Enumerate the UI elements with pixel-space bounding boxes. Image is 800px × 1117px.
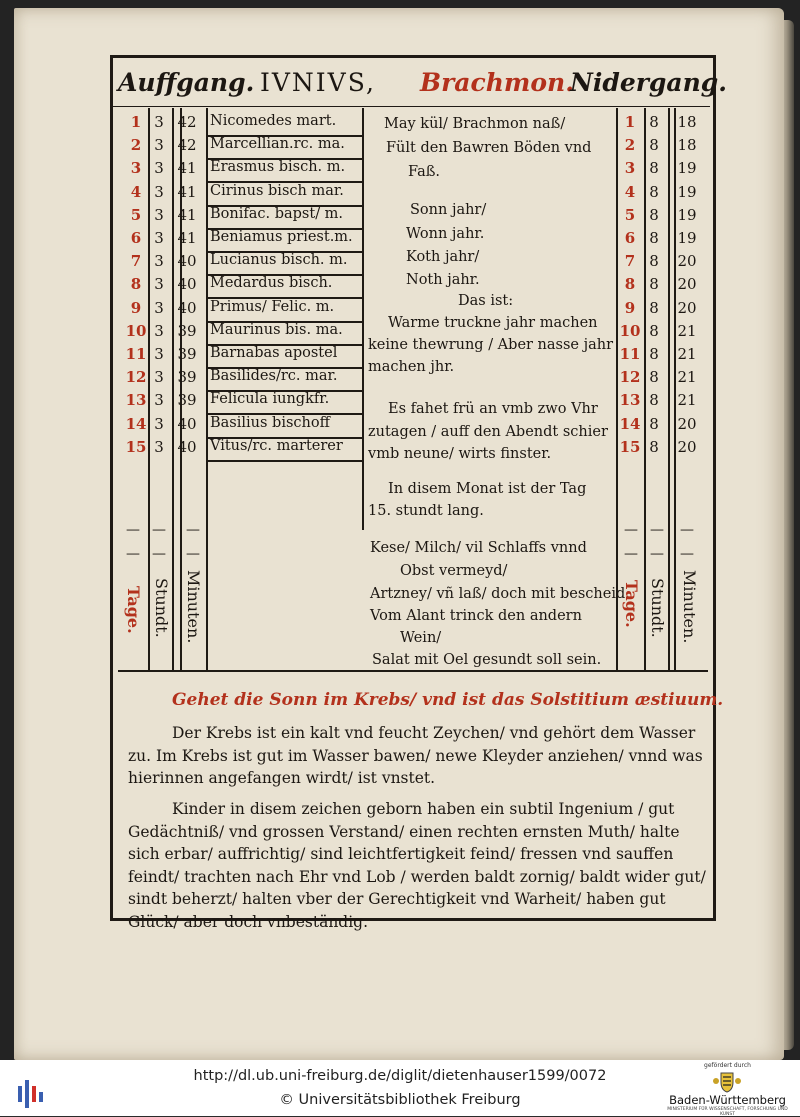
saint-name: Beniamus priest.m. <box>210 229 353 245</box>
sunset-hour: 8 <box>649 159 659 177</box>
sunset-hour: 8 <box>649 113 659 131</box>
text-line: May kül/ Brachmon naß/ <box>384 116 566 132</box>
sunrise-minute: 41 <box>177 159 197 177</box>
day-number: 10 <box>619 322 641 340</box>
text-line: Faß. <box>408 164 441 180</box>
sunrise-hour: 3 <box>154 206 164 224</box>
sunrise-minute: 42 <box>177 136 197 154</box>
paragraph-children: Kinder in disem zeichen geborn haben ein subtil Ingenium / gut Gedächtniß/ vnd grossen Verstand/ einen rechten ernsten Muth/ halte sich erbar/ auffrichtig/ sind leichtfertigkeit feind/ fressen vnd sauffen feindt/ trachten nach Ehr vnd Lob / werden baldt zornig/ baldt wider gut/ sindt beherzt/ halten vber der Gerechtigkeit vnd Warheit/ haben gut Glück/ aber doch vnbeständig. <box>128 800 706 931</box>
coat-of-arms-icon <box>712 1071 742 1093</box>
sunrise-hour: 3 <box>154 113 164 131</box>
day-number: 11 <box>125 345 147 363</box>
grid-line <box>206 108 208 670</box>
sunset-hour: 8 <box>649 252 659 270</box>
sunset-minute: 19 <box>677 206 697 224</box>
grid-line <box>148 108 150 670</box>
sponsor-logo <box>660 1062 795 1117</box>
table-row-right <box>618 136 710 159</box>
calendar-header <box>110 62 727 107</box>
text-line: machen jhr. <box>368 359 455 375</box>
dash: — <box>624 546 638 562</box>
sunset-minute: 21 <box>677 368 697 386</box>
label-days-left: Tage. <box>124 586 143 634</box>
day-number: 10 <box>125 322 147 340</box>
sunset-hour: 8 <box>649 229 659 247</box>
saint-name: Marcellian.rc. ma. <box>210 136 345 152</box>
sunrise-hour: 3 <box>154 275 164 293</box>
dash: — <box>126 546 140 562</box>
label-minutes-right: Minuten. <box>680 570 699 644</box>
day-number: 5 <box>624 206 636 224</box>
day-number: 7 <box>624 252 636 270</box>
saint-name: Cirinus bisch mar. <box>210 183 344 199</box>
dash: — <box>624 522 638 538</box>
label-hours-left: Stundt. <box>152 578 171 638</box>
text-line: Vom Alant trinck den andern <box>370 608 582 624</box>
text-line: Warme truckne jahr machen <box>388 315 598 331</box>
sunrise-minute: 41 <box>177 183 197 201</box>
saint-name: Maurinus bis. ma. <box>210 322 343 338</box>
text-line: 15. stundt lang. <box>368 503 484 519</box>
table-row-right <box>618 183 710 206</box>
dash: — <box>186 522 200 538</box>
day-number: 8 <box>624 275 636 293</box>
text-line: Fült den Bawren Böden vnd <box>386 140 592 156</box>
day-number: 8 <box>130 275 142 293</box>
text-line: Noth jahr. <box>406 272 480 288</box>
sunset-hour: 8 <box>649 206 659 224</box>
sunset-minute: 18 <box>677 136 697 154</box>
sunset-hour: 8 <box>649 322 659 340</box>
sunset-hour: 8 <box>649 275 659 293</box>
text-line: Das ist: <box>458 293 514 309</box>
text-line: Artzney/ vñ laß/ doch mit bescheid. <box>370 586 630 602</box>
sunrise-minute: 40 <box>177 252 197 270</box>
sunrise-minute: 42 <box>177 113 197 131</box>
sunrise-minute: 40 <box>177 275 197 293</box>
sunset-minute: 20 <box>677 299 697 317</box>
table-row-right <box>618 113 710 136</box>
sunrise-minute: 39 <box>177 345 197 363</box>
text-line: keine thewrung / Aber nasse jahr <box>368 337 614 353</box>
day-number: 2 <box>130 136 142 154</box>
sunrise-minute: 40 <box>177 438 197 456</box>
label-hours-right: Stundt. <box>648 578 667 638</box>
text-line: Wonn jahr. <box>406 226 485 242</box>
saint-name: Basilides/rc. mar. <box>210 368 338 384</box>
day-number: 4 <box>130 183 142 201</box>
sunset-hour: 8 <box>649 345 659 363</box>
label-minutes-left: Minuten. <box>184 570 203 644</box>
day-number: 7 <box>130 252 142 270</box>
sunrise-minute: 41 <box>177 229 197 247</box>
sunset-minute: 18 <box>677 113 697 131</box>
text-line: In disem Monat ist der Tag <box>388 481 587 497</box>
text-line: zutagen / auff den Abendt schier <box>368 424 608 440</box>
sunrise-hour: 3 <box>154 229 164 247</box>
text-line: vmb neune/ wirts finster. <box>368 446 552 462</box>
dash: — <box>680 522 694 538</box>
sponsor-ministry: MINISTERIUM FÜR WISSENSCHAFT, FORSCHUNG UND KUNST <box>667 1107 788 1117</box>
sunrise-hour: 3 <box>154 159 164 177</box>
header-sunset: Nidergang. <box>570 68 727 97</box>
sunset-minute: 19 <box>677 229 697 247</box>
day-number: 1 <box>130 113 142 131</box>
sunrise-hour: 3 <box>154 438 164 456</box>
day-number: 6 <box>624 229 636 247</box>
day-number: 15 <box>125 438 147 456</box>
sunrise-hour: 3 <box>154 345 164 363</box>
saint-name: Bonifac. bapst/ m. <box>210 206 344 222</box>
saint-name: Erasmus bisch. m. <box>210 159 346 175</box>
day-number: 14 <box>125 415 147 433</box>
sunrise-hour: 3 <box>154 415 164 433</box>
dash: — <box>650 546 664 562</box>
text-line: Sonn jahr/ <box>410 202 487 218</box>
sunrise-hour: 3 <box>154 391 164 409</box>
day-number: 11 <box>619 345 641 363</box>
sunset-minute: 20 <box>677 415 697 433</box>
zodiac-heading: Gehet die Sonn im Krebs/ vnd ist das Solstitium æstiuum. <box>172 690 724 710</box>
sunset-hour: 8 <box>649 415 659 433</box>
sunset-minute: 21 <box>677 322 697 340</box>
table-row-right <box>618 368 710 391</box>
sunset-hour: 8 <box>649 438 659 456</box>
text-line: Es fahet frü an vmb zwo Vhr <box>388 401 598 417</box>
day-number: 3 <box>624 159 636 177</box>
saint-name: Vitus/rc. marterer <box>210 438 343 454</box>
table-row-right <box>618 252 710 275</box>
text-line: Salat mit Oel gesundt soll sein. <box>372 652 602 668</box>
day-number: 13 <box>619 391 641 409</box>
table-row-right <box>618 345 710 368</box>
sunrise-hour: 3 <box>154 368 164 386</box>
saint-name: Lucianus bisch. m. <box>210 252 348 268</box>
sunset-hour: 8 <box>649 391 659 409</box>
day-number: 12 <box>619 368 641 386</box>
row-line <box>206 460 362 462</box>
sunrise-minute: 39 <box>177 391 197 409</box>
dash: — <box>650 522 664 538</box>
sunset-minute: 20 <box>677 252 697 270</box>
sunset-hour: 8 <box>649 368 659 386</box>
day-number: 5 <box>130 206 142 224</box>
day-number: 14 <box>619 415 641 433</box>
permalink[interactable]: http://dl.ub.uni-freiburg.de/diglit/dietenhauser1599/0072 <box>193 1068 607 1084</box>
day-number: 13 <box>125 391 147 409</box>
table-bottom-line <box>118 670 708 672</box>
sunset-hour: 8 <box>649 183 659 201</box>
day-number: 9 <box>624 299 636 317</box>
dash: — <box>152 546 166 562</box>
day-number: 9 <box>130 299 142 317</box>
sunset-minute: 20 <box>677 275 697 293</box>
table-row-right <box>618 438 710 461</box>
dash: — <box>152 522 166 538</box>
text-line: Kese/ Milch/ vil Schlaffs vnnd <box>370 540 587 556</box>
table-row-right <box>618 229 710 252</box>
dash: — <box>126 522 140 538</box>
sunset-minute: 21 <box>677 345 697 363</box>
sunset-minute: 21 <box>677 391 697 409</box>
dash: — <box>680 546 694 562</box>
day-number: 4 <box>624 183 636 201</box>
sunrise-hour: 3 <box>154 136 164 154</box>
sunset-minute: 20 <box>677 438 697 456</box>
text-line: Wein/ <box>400 630 442 646</box>
sponsor-small-text: gefördert durch <box>704 1062 751 1069</box>
table-row-right <box>618 275 710 298</box>
saint-name: Medardus bisch. <box>210 275 333 291</box>
sunrise-minute: 39 <box>177 322 197 340</box>
table-row-right <box>618 391 710 414</box>
sponsor-name: Baden-Württemberg <box>669 1093 786 1107</box>
day-number: 1 <box>624 113 636 131</box>
table-row-right <box>618 159 710 182</box>
sunrise-minute: 40 <box>177 299 197 317</box>
sunset-minute: 19 <box>677 183 697 201</box>
sunrise-hour: 3 <box>154 322 164 340</box>
table-row-right <box>618 415 710 438</box>
table-row-right <box>618 206 710 229</box>
table-row-right <box>618 299 710 322</box>
sunset-minute: 19 <box>677 159 697 177</box>
sunrise-hour: 3 <box>154 252 164 270</box>
sunrise-minute: 41 <box>177 206 197 224</box>
sunrise-hour: 3 <box>154 183 164 201</box>
saint-name: Basilius bischoff <box>210 415 330 431</box>
dash: — <box>186 546 200 562</box>
table-row-right <box>618 322 710 345</box>
paragraph-cancer: Der Krebs ist ein kalt vnd feucht Zeychen/ vnd gehört dem Wasser zu. Im Krebs ist gut im Wasser bawen/ newe Kleyder anziehen/ vnnd was hierinnen angefangen wirdt/ ist vnstet. <box>128 724 703 787</box>
day-number: 3 <box>130 159 142 177</box>
day-number: 6 <box>130 229 142 247</box>
header-month: IVNIVS, <box>260 68 376 97</box>
saint-name: Primus/ Felic. m. <box>210 299 335 315</box>
sunrise-hour: 3 <box>154 299 164 317</box>
label-days-right: Tage. <box>622 580 641 628</box>
sunrise-minute: 39 <box>177 368 197 386</box>
copyright: © Universitätsbibliothek Freiburg <box>279 1092 521 1108</box>
sunrise-minute: 40 <box>177 415 197 433</box>
header-sunrise: Auffgang. <box>118 68 255 97</box>
saint-name: Felicula iungkfr. <box>210 391 330 407</box>
saint-name: Nicomedes mart. <box>210 113 337 129</box>
day-number: 2 <box>624 136 636 154</box>
day-number: 12 <box>125 368 147 386</box>
saint-name: Barnabas apostel <box>210 345 338 361</box>
text-line: Obst vermeyd/ <box>400 563 508 579</box>
grid-line <box>362 108 364 530</box>
day-number: 15 <box>619 438 641 456</box>
sunset-hour: 8 <box>649 136 659 154</box>
text-line: Koth jahr/ <box>406 249 480 265</box>
sunset-hour: 8 <box>649 299 659 317</box>
header-month-german: Brachmon. <box>420 68 574 97</box>
